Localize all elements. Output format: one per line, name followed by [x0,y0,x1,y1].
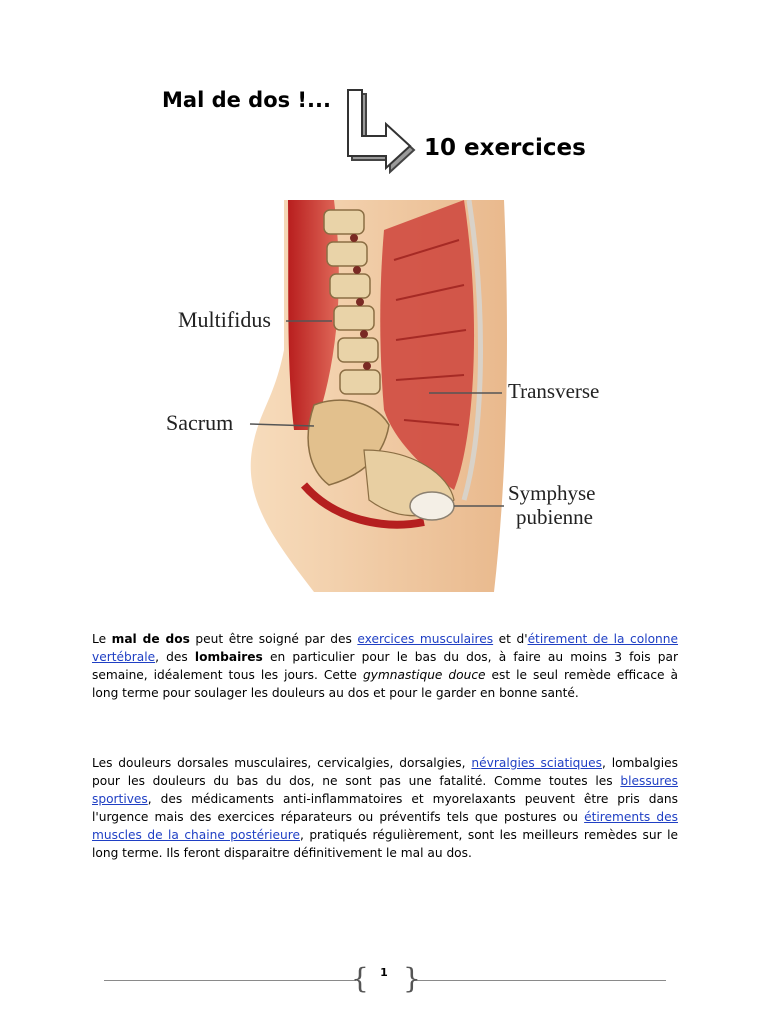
text-span: Le [92,632,112,646]
label-pubienne: pubienne [516,505,593,529]
down-right-arrow-icon [344,88,418,174]
text-span: , pratiqués régulièrement, sont les meilleurs remèdes sur le long terme. Ils feront disparaitre définitivement le mal au dos. [92,828,678,860]
text-span: et d' [493,632,528,646]
page-title: Mal de dos !... [162,88,331,112]
label-transverse: Transverse [508,379,600,403]
intro-paragraph [92,630,678,702]
link-nevralgies-sciatiques[interactable]: névralgies sciatiques [471,756,602,770]
left-brace-icon: { [351,962,369,995]
text-span: , lombalgies pour les douleurs du bas du dos, ne sont pas une fatalité. Comme toutes les [92,756,678,788]
text-span: en particulier pour le bas du dos, à faire au moins 3 fois par semaine, idéalement tous les jours. Cette [92,650,678,682]
text-span: Les douleurs dorsales musculaires, cervicalgies, dorsalgies, [92,756,472,770]
bold-term: mal de dos [111,632,190,646]
label-multifidus: Multifidus [178,307,271,332]
bold-term: lombaires [194,650,263,664]
label-sacrum: Sacrum [166,410,234,435]
text-span: , des médicaments anti-inflammatoires et myorelaxants peuvent être pris dans l'urgence mais des exercices réparateurs ou préventifs tels que postures ou [92,792,678,824]
link-blessures-sportives[interactable]: blessures sportives [92,774,678,806]
page-subtitle: 10 exercices [424,135,586,161]
page-number: 1 [380,966,388,979]
footer-divider-left [104,980,356,981]
link-exercices-musculaires[interactable]: exercices musculaires [357,632,494,646]
link-etirements-muscles[interactable]: étirements des muscles de la chaine postérieure [92,810,678,842]
label-symphyse: Symphyse [508,481,596,505]
link-etirement-colonne[interactable]: étirement de la colonne vertébrale [92,632,679,664]
text-span: est le seul remède efficace à long terme pour soulager les douleurs au dos et pour le garder en bonne santé. [92,668,678,700]
anatomy-illustration [164,200,604,592]
footer-divider-right [414,980,666,981]
second-paragraph [92,754,678,862]
italic-term: gymnastique douce [362,668,486,682]
right-brace-icon: } [403,962,421,995]
text-span: , des [155,650,195,664]
text-span: peut être soigné par des [189,632,358,646]
